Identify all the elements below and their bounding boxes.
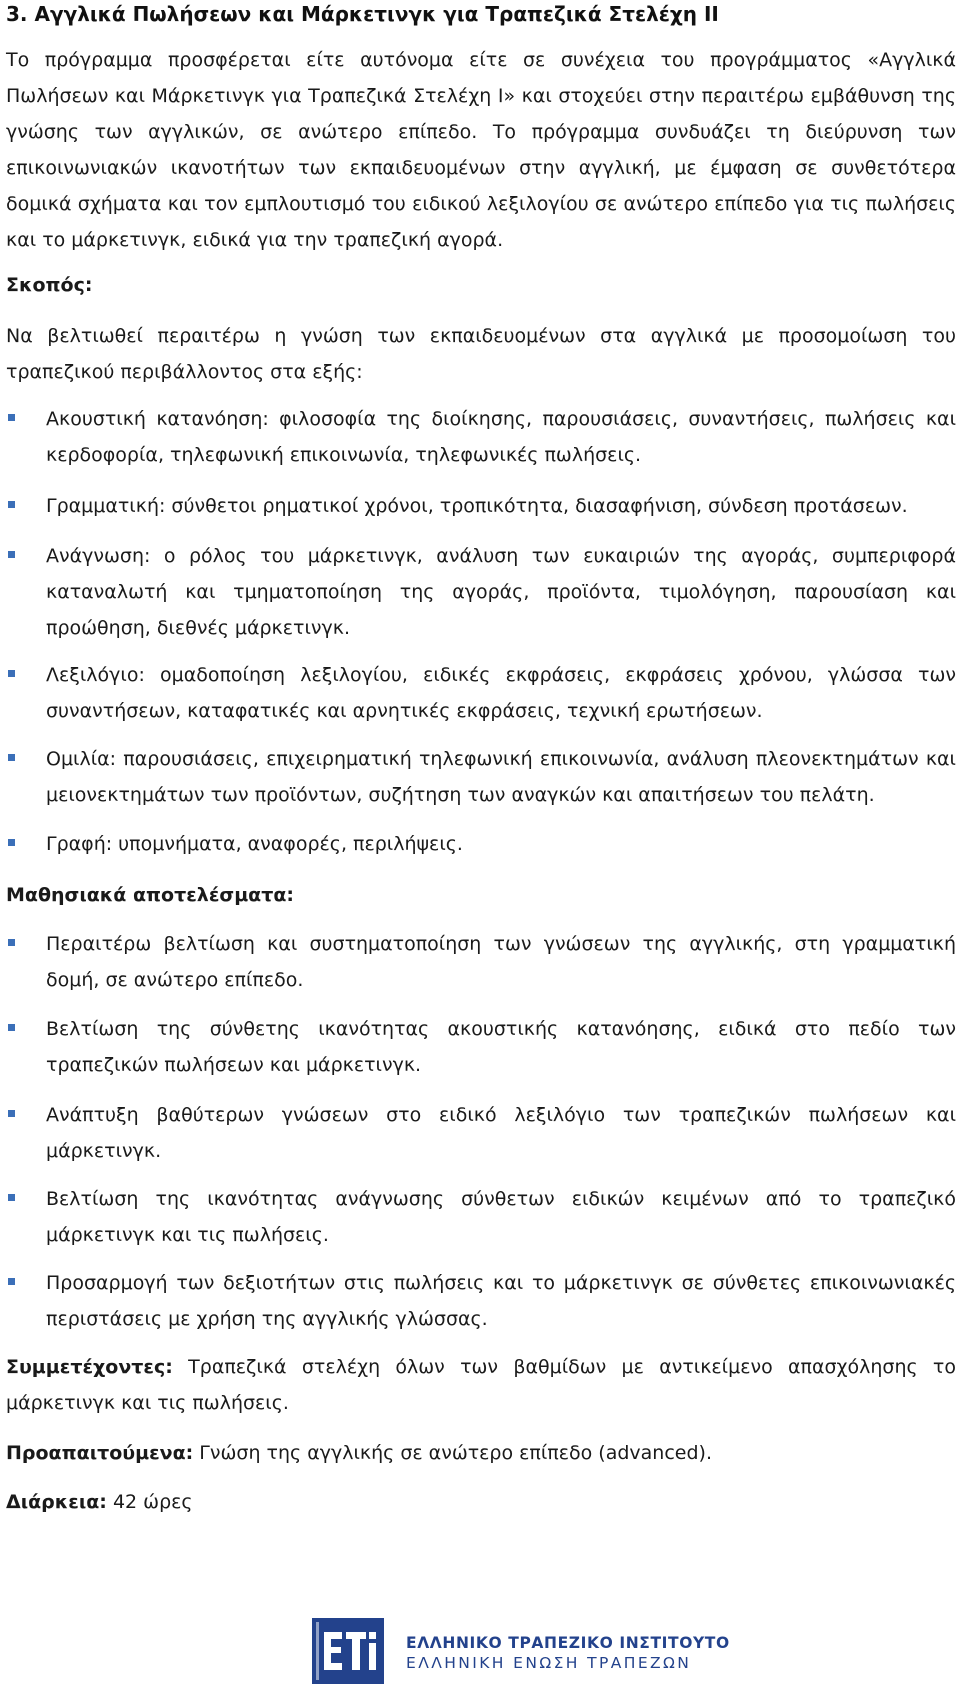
goal-heading: Σκοπός:: [6, 274, 93, 296]
participants-label: Συμμετέχοντες:: [6, 1356, 173, 1378]
outcome-item-text: Βελτίωση της σύνθετης ικανότητας ακουστικής κατανόησης, ειδικά στο πεδίο των τραπεζικών πωλήσεων και μάρκετινγκ.: [46, 1018, 956, 1076]
square-bullet-icon: [8, 1024, 15, 1031]
outcome-item-text: Περαιτέρω βελτίωση και συστηματοποίηση των γνώσεων της αγγλικής, στη γραμματική δομή, σε ανώτερο επίπεδο.: [46, 933, 956, 991]
square-bullet-icon: [8, 501, 15, 508]
participants-text: Τραπεζικά στελέχη όλων των βαθμίδων με αντικείμενο απασχόλησης το μάρκετινγκ και τις πωλήσεις.: [6, 1356, 956, 1414]
goal-item: [6, 741, 956, 813]
goal-item-text: Ανάγνωση: ο ρόλος του μάρκετινγκ, ανάλυση των ευκαιριών της αγοράς, συμπεριφορά καταναλωτή και τμηματοποίηση της αγοράς, προϊόντα, τιμολόγηση, παρουσίαση και προώθηση, διεθνές μάρκετινγκ.: [46, 545, 956, 639]
page-title: 3. Αγγλικά Πωλήσεων και Μάρκετινγκ για Τραπεζικά Στελέχη ΙΙ: [6, 2, 719, 26]
goal-item-text: Γραφή: υπομνήματα, αναφορές, περιλήψεις.: [46, 833, 463, 855]
square-bullet-icon: [8, 839, 15, 846]
square-bullet-icon: [8, 551, 15, 558]
eti-logo: [312, 1618, 732, 1684]
square-bullet-icon: [8, 1110, 15, 1117]
duration-label: Διάρκεια:: [6, 1491, 107, 1513]
logo-line-institute: ΕΛΛΗΝΙΚΟ ΤΡΑΠΕΖΙΚΟ ΙΝΣΤΙΤΟΥΤΟ: [406, 1634, 730, 1652]
prerequisites-text: Γνώση της αγγλικής σε ανώτερο επίπεδο (advanced).: [193, 1442, 712, 1464]
square-bullet-icon: [8, 670, 15, 677]
eti-logo-mark-icon: [312, 1618, 384, 1684]
logo-line-union: ΕΛΛΗΝΙΚΗ ΕΝΩΣΗ ΤΡΑΠΕΖΩΝ: [406, 1654, 692, 1672]
intro-paragraph: Το πρόγραμμα προσφέρεται είτε αυτόνομα είτε σε συνέχεια του προγράμματος «Αγγλικά Πωλήσεων και Μάρκετινγκ για Τραπεζικά Στελέχη Ι» και στοχεύει στην περαιτέρω εμβάθυνση της γνώσης των αγγλικών, σε ανώτερο επίπεδο. Το πρόγραμμα συνδυάζει τη διεύρυνση των επικοινωνιακών ικανοτήτων των εκπαιδευομένων στην αγγλική, με έμφαση σε συνθετότερα δομικά σχήματα και τον εμπλουτισμό του ειδικού λεξιλογίου σε ανώτερο επίπεδο για τις πωλήσεις και το μάρκετινγκ, ειδικά για την τραπεζική αγορά.: [6, 49, 956, 251]
goal-item: [6, 826, 956, 862]
goal-item-text: Γραμματική: σύνθετοι ρηματικοί χρόνοι, τροπικότητα, διασαφήνιση, σύνδεση προτάσεων.: [46, 495, 908, 517]
square-bullet-icon: [8, 754, 15, 761]
square-bullet-icon: [8, 939, 15, 946]
square-bullet-icon: [8, 1194, 15, 1201]
outcome-item: [6, 1011, 956, 1083]
goal-paragraph: Να βελτιωθεί περαιτέρω η γνώση των εκπαιδευομένων στα αγγλικά με προσομοίωση του τραπεζικού περιβάλλοντος στα εξής:: [6, 325, 956, 383]
outcome-item: [6, 1181, 956, 1253]
outcome-item: [6, 926, 956, 998]
participants-paragraph: [6, 1349, 956, 1421]
goal-item-text: Ακουστική κατανόηση: φιλοσοφία της διοίκησης, παρουσιάσεις, συναντήσεις, πωλήσεις και κερδοφορία, τηλεφωνική επικοινωνία, τηλεφωνικές πωλήσεις.: [46, 408, 956, 466]
prerequisites-label: Προαπαιτούμενα:: [6, 1442, 194, 1464]
duration-text: 42 ώρες: [106, 1491, 193, 1513]
outcome-item-text: Προσαρμογή των δεξιοτήτων στις πωλήσεις και το μάρκετινγκ σε σύνθετες επικοινωνιακές περιστάσεις με χρήση της αγγλικής γλώσσας.: [46, 1272, 956, 1330]
goal-item-text: Ομιλία: παρουσιάσεις, επιχειρηματική τηλεφωνική επικοινωνία, ανάλυση πλεονεκτημάτων και μειονεκτημάτων των προϊόντων, συζήτηση των αναγκών και απαιτήσεων του πελάτη.: [46, 748, 956, 806]
outcomes-heading: Μαθησιακά αποτελέσματα:: [6, 884, 295, 906]
goal-item: [6, 488, 956, 524]
outcome-item-text: Ανάπτυξη βαθύτερων γνώσεων στο ειδικό λεξιλόγιο των τραπεζικών πωλήσεων και μάρκετινγκ.: [46, 1104, 956, 1162]
outcome-item: [6, 1097, 956, 1169]
goal-item: [6, 657, 956, 729]
duration-paragraph: [6, 1484, 956, 1520]
square-bullet-icon: [8, 1278, 15, 1285]
prerequisites-paragraph: [6, 1435, 956, 1471]
goal-item-text: Λεξιλόγιο: ομαδοποίηση λεξιλογίου, ειδικές εκφράσεις, εκφράσεις χρόνου, γλώσσα των συναντήσεων, καταφατικές και αρνητικές εκφράσεις, τεχνική ερωτήσεων.: [46, 664, 956, 722]
square-bullet-icon: [8, 414, 15, 421]
goal-item: [6, 401, 956, 473]
outcome-item-text: Βελτίωση της ικανότητας ανάγνωσης σύνθετων ειδικών κειμένων από το τραπεζικό μάρκετινγκ και τις πωλήσεις.: [46, 1188, 956, 1246]
outcome-item: [6, 1265, 956, 1337]
goal-item: [6, 538, 956, 646]
